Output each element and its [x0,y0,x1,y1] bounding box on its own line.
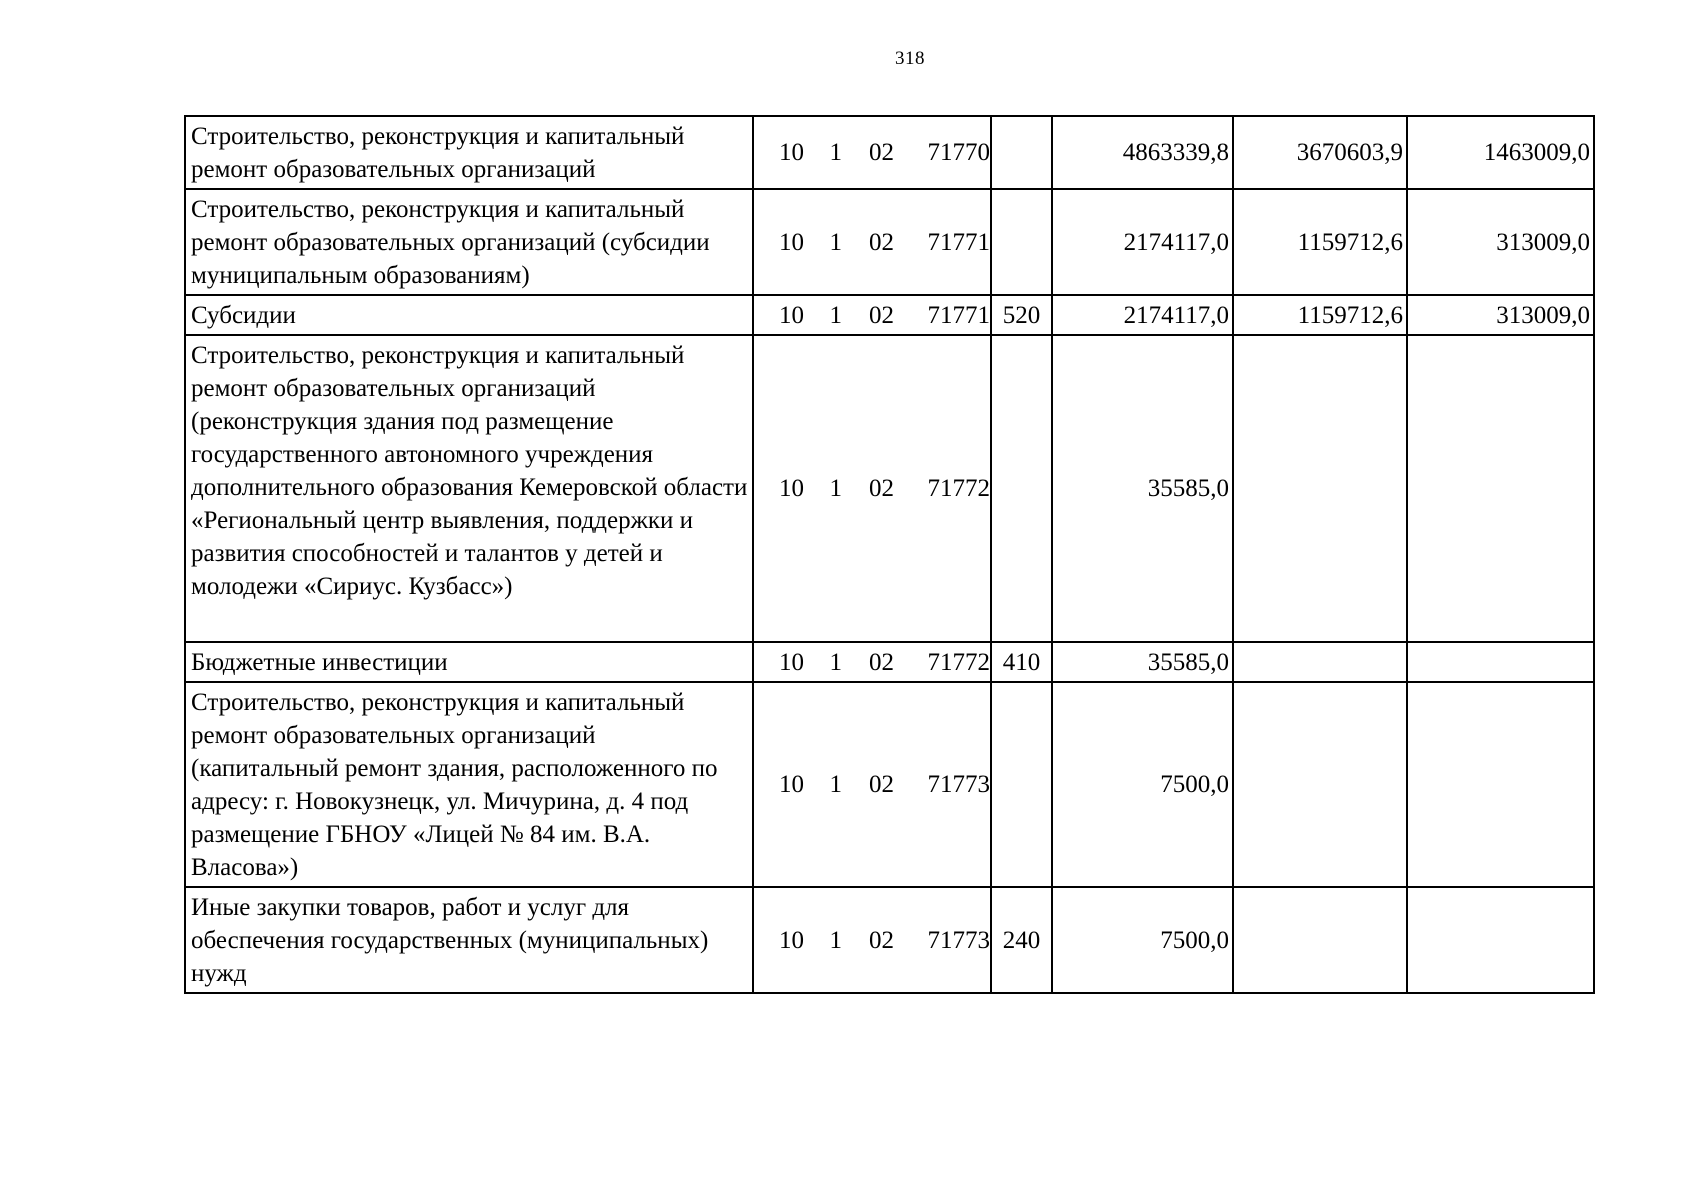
amount-year-2-cell [1233,335,1407,642]
amount-year-3-cell [1407,116,1594,189]
amount-year-2-cell [1233,887,1407,993]
code-subprogram: 02 [869,771,894,798]
amount-year-2-cell [1233,642,1407,682]
page-number: 318 [895,48,925,69]
expense-type-cell [991,189,1052,295]
code-chapter: 10 [779,648,804,676]
expense-type-cell [991,295,1052,335]
code-direction: 71772 [927,648,990,676]
code-cell [753,887,991,993]
amount-year-3-cell [1407,642,1594,682]
code-direction: 71773 [927,926,990,954]
row-name-cell [185,189,753,295]
code-direction: 71773 [927,771,990,798]
code-subprogram: 02 [869,228,894,256]
expense-type-cell [991,116,1052,189]
amount-year-1: 35585,0 [1147,475,1229,502]
table-row [185,887,1594,993]
expense-type-cell [991,335,1052,642]
code-chapter: 10 [779,301,804,329]
code-subprogram: 02 [869,475,894,502]
code-direction: 71771 [927,301,990,329]
code-chapter: 10 [779,139,804,166]
expense-type-cell [991,887,1052,993]
code-program: 1 [829,475,842,502]
code-cell [753,189,991,295]
code-subprogram: 02 [869,926,894,954]
amount-year-2: 3670603,9 [1296,139,1403,166]
code-program: 1 [829,771,842,798]
code-cell [753,116,991,189]
expense-type: 520 [1002,301,1041,329]
code-cell [753,295,991,335]
row-name: Строительство, реконструкция и капитальный ремонт образовательных организаций [191,123,685,183]
amount-year-2-cell [1233,295,1407,335]
amount-year-3-cell [1407,295,1594,335]
table-row [185,335,1594,642]
row-name-cell [185,335,753,642]
amount-year-1: 35585,0 [1147,648,1229,676]
row-name-cell [185,887,753,993]
code-program: 1 [829,301,842,329]
amount-year-1-cell [1052,295,1233,335]
amount-year-3: 313009,0 [1496,228,1590,256]
amount-year-1-cell [1052,887,1233,993]
row-name-cell [185,295,753,335]
amount-year-1-cell [1052,116,1233,189]
amount-year-2-cell [1233,116,1407,189]
code-program: 1 [829,139,842,166]
amount-year-2: 1159712,6 [1297,228,1403,256]
amount-year-3-cell [1407,682,1594,887]
code-cell [753,642,991,682]
code-direction: 71772 [927,475,990,502]
code-cell [753,682,991,887]
code-direction: 71771 [927,228,990,256]
row-name-cell [185,116,753,189]
code-subprogram: 02 [869,139,894,166]
amount-year-1: 4863339,8 [1122,139,1229,166]
code-chapter: 10 [779,771,804,798]
expense-type: 410 [1002,648,1041,676]
expense-type-cell [991,682,1052,887]
amount-year-3-cell [1407,887,1594,993]
code-subprogram: 02 [869,648,894,676]
row-name: Строительство, реконструкция и капитальный ремонт образовательных организаций (реконструкция здания под размещение государственного автономного учреждения дополнительного образования Кемеровской области «Региональный центр выявления, поддержки и развития способностей и талантов у детей и молодежи «Сириус. Кузбасс») [191,342,748,600]
row-name: Строительство, реконструкция и капитальный ремонт образовательных организаций (капитальный ремонт здания, расположенного по адресу: г. Новокузнецк, ул. Мичурина, д. 4 под размещение ГБНОУ «Лицей № 84 им. В.А. Власова») [191,689,718,881]
amount-year-1: 7500,0 [1160,771,1229,798]
row-name-cell [185,682,753,887]
code-subprogram: 02 [869,301,894,329]
amount-year-3: 1463009,0 [1483,139,1590,166]
amount-year-1-cell [1052,642,1233,682]
amount-year-1: 7500,0 [1160,926,1229,954]
amount-year-2-cell [1233,682,1407,887]
expense-type-cell [991,642,1052,682]
amount-year-1-cell [1052,335,1233,642]
amount-year-1: 2174117,0 [1123,228,1229,256]
amount-year-2: 1159712,6 [1297,301,1403,329]
table-row [185,682,1594,887]
code-program: 1 [829,926,842,954]
amount-year-3-cell [1407,335,1594,642]
code-chapter: 10 [779,228,804,256]
row-name: Иные закупки товаров, работ и услуг для обеспечения государственных (муниципальных) нужд [191,894,709,987]
amount-year-2-cell [1233,189,1407,295]
row-name: Субсидии [191,302,296,329]
row-name-cell [185,642,753,682]
code-chapter: 10 [779,926,804,954]
row-name: Строительство, реконструкция и капитальный ремонт образовательных организаций (субсидии муниципальным образованиям) [191,196,710,289]
row-name: Бюджетные инвестиции [191,649,448,676]
table-row [185,189,1594,295]
code-cell [753,335,991,642]
code-program: 1 [829,648,842,676]
table-row [185,642,1594,682]
amount-year-1-cell [1052,682,1233,887]
table-row [185,295,1594,335]
code-direction: 71770 [927,139,990,166]
amount-year-3: 313009,0 [1496,301,1590,329]
amount-year-1: 2174117,0 [1123,301,1229,329]
code-program: 1 [829,228,842,256]
amount-year-3-cell [1407,189,1594,295]
amount-year-1-cell [1052,189,1233,295]
table-row [185,116,1594,189]
code-chapter: 10 [779,475,804,502]
budget-table [184,115,1595,994]
expense-type: 240 [1002,926,1041,954]
